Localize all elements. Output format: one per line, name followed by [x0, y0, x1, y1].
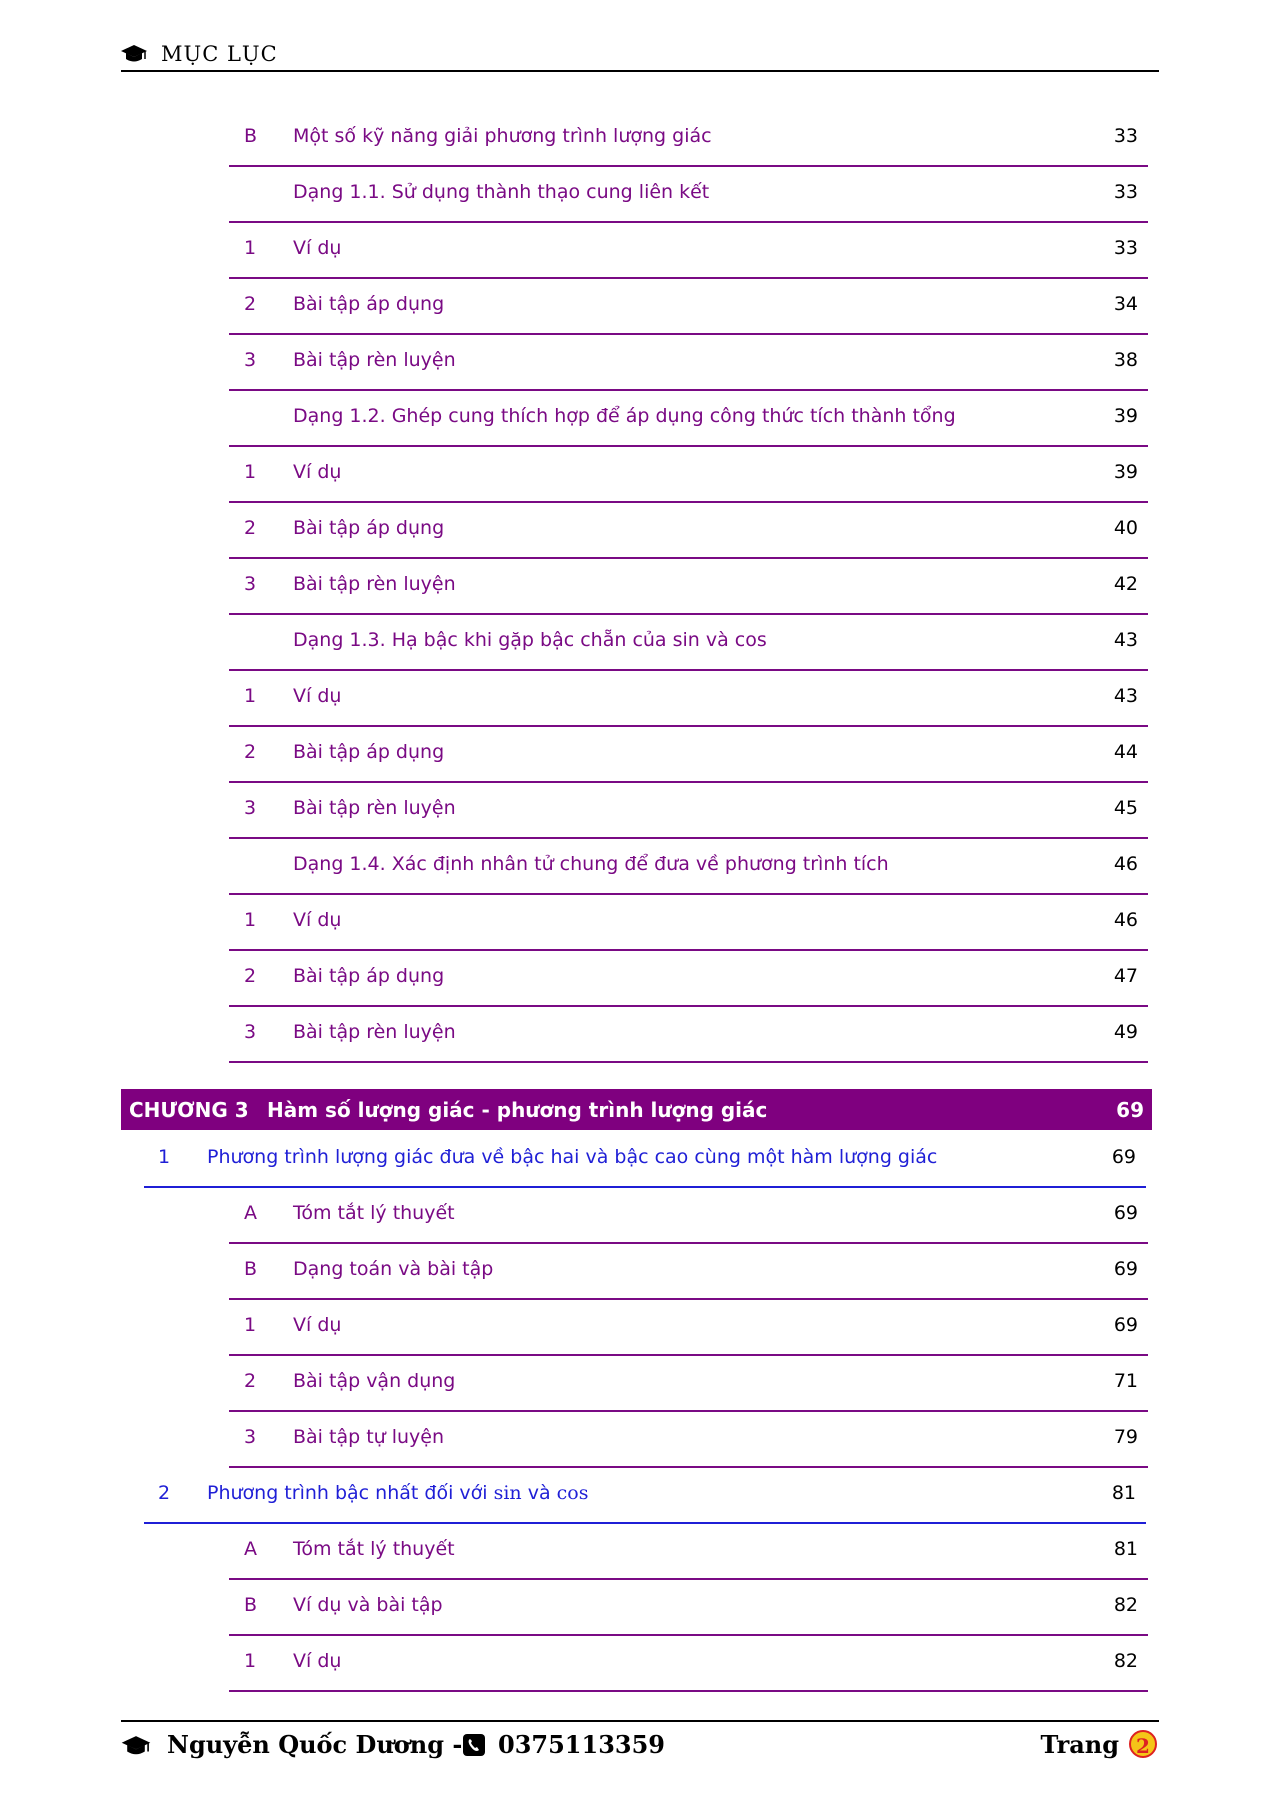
toc-row[interactable]	[229, 279, 1148, 335]
toc-row[interactable]	[229, 167, 1148, 223]
toc-row[interactable]	[229, 839, 1148, 895]
toc-row[interactable]	[229, 1412, 1148, 1468]
toc-label: Bài tập rèn luyện	[293, 349, 456, 371]
page-header	[121, 40, 1159, 72]
toc-label: Ví dụ	[293, 1650, 342, 1672]
toc-row[interactable]	[229, 335, 1148, 391]
toc-row[interactable]	[229, 671, 1148, 727]
toc-num: 2	[244, 1370, 257, 1392]
toc-label: Ví dụ	[293, 909, 342, 931]
toc-page: 33	[1113, 181, 1138, 203]
toc-page: 43	[1113, 685, 1138, 707]
toc-page: 40	[1113, 517, 1138, 539]
toc-label: Dạng toán và bài tập	[293, 1258, 494, 1280]
phone-icon	[463, 1734, 485, 1756]
section-num: 1	[158, 1146, 171, 1168]
toc-page: 43	[1113, 629, 1138, 651]
toc-label: Ví dụ	[293, 237, 342, 259]
toc-page: 82	[1113, 1650, 1138, 1672]
toc-label: Bài tập vận dụng	[293, 1370, 456, 1392]
toc-num: B	[244, 1258, 258, 1280]
phone-number: 0375113359	[498, 1730, 665, 1759]
toc-row[interactable]	[229, 1244, 1148, 1300]
toc-label: Bài tập rèn luyện	[293, 797, 456, 819]
toc-page: 69	[1113, 1258, 1138, 1280]
page-label: Trang	[1040, 1730, 1119, 1759]
toc-row[interactable]	[229, 447, 1148, 503]
toc-label: Dạng 1.3. Hạ bậc khi gặp bậc chẵn của sin và cos	[293, 629, 767, 651]
toc-page: 34	[1113, 293, 1138, 315]
toc-num: 1	[244, 237, 257, 259]
graduation-cap-icon	[121, 1735, 151, 1757]
toc-label: Bài tập áp dụng	[293, 293, 445, 315]
sin-math: sin	[493, 1482, 522, 1504]
toc-page: 69	[1113, 1314, 1138, 1336]
toc-num: 1	[244, 909, 257, 931]
toc-page: 38	[1113, 349, 1138, 371]
toc-num: B	[244, 125, 258, 147]
toc-page: 33	[1113, 237, 1138, 259]
toc-label: Dạng 1.1. Sử dụng thành thạo cung liên kết	[293, 181, 710, 203]
and-word: và	[527, 1482, 551, 1504]
chapter-heading[interactable]	[121, 1089, 1152, 1130]
toc-row[interactable]	[229, 223, 1148, 279]
toc-row[interactable]	[229, 1580, 1148, 1636]
toc-num: 1	[244, 1650, 257, 1672]
toc-num: 1	[244, 461, 257, 483]
toc-label: Dạng 1.2. Ghép cung thích hợp để áp dụng công thức tích thành tổng	[293, 405, 956, 427]
author-name: Nguyễn Quốc Dương -	[167, 1730, 463, 1759]
toc-page: 69	[1113, 1202, 1138, 1224]
cos-math: cos	[556, 1482, 589, 1504]
toc-row[interactable]	[229, 727, 1148, 783]
toc-num: B	[244, 1594, 258, 1616]
toc-row[interactable]	[229, 1356, 1148, 1412]
toc-page: 42	[1113, 573, 1138, 595]
section-label-prefix: Phương trình bậc nhất đối với	[207, 1482, 488, 1504]
section-label	[207, 1482, 588, 1504]
toc-row[interactable]	[229, 1007, 1148, 1063]
chapter-title: Hàm số lượng giác - phương trình lượng giác	[267, 1098, 768, 1122]
toc-page: 49	[1113, 1021, 1138, 1043]
toc-page: 46	[1113, 909, 1138, 931]
toc-num: 3	[244, 797, 257, 819]
toc-num: 3	[244, 573, 257, 595]
section-num: 2	[158, 1482, 171, 1504]
toc-page: 46	[1113, 853, 1138, 875]
toc-row[interactable]	[229, 1300, 1148, 1356]
toc-num: 2	[244, 293, 257, 315]
toc-row[interactable]	[229, 895, 1148, 951]
toc-row[interactable]	[229, 615, 1148, 671]
toc-row[interactable]	[229, 1636, 1148, 1692]
toc-row[interactable]	[229, 1524, 1148, 1580]
toc-label: Ví dụ	[293, 461, 342, 483]
toc-num: 3	[244, 349, 257, 371]
toc-page: 39	[1113, 405, 1138, 427]
toc-label: Một số kỹ năng giải phương trình lượng giác	[293, 125, 712, 147]
toc-label: Bài tập tự luyện	[293, 1426, 445, 1448]
toc-page: 45	[1113, 797, 1138, 819]
toc-label: Bài tập rèn luyện	[293, 573, 456, 595]
toc-page: 81	[1113, 1538, 1138, 1560]
section-page: 81	[1111, 1482, 1136, 1504]
toc-label: Tóm tắt lý thuyết	[293, 1538, 455, 1560]
toc-section[interactable]	[144, 1132, 1146, 1188]
toc-num: 1	[244, 1314, 257, 1336]
toc-num: 3	[244, 1021, 257, 1043]
page-title: MỤC LỤC	[161, 42, 278, 66]
toc-label: Ví dụ và bài tập	[293, 1594, 443, 1616]
toc-label: Bài tập áp dụng	[293, 517, 445, 539]
toc-num: A	[244, 1538, 257, 1560]
page-number-badge: 2	[1129, 1730, 1157, 1758]
section-page: 69	[1111, 1146, 1136, 1168]
toc-row[interactable]	[229, 391, 1148, 447]
toc-label: Dạng 1.4. Xác định nhân tử chung để đưa về phương trình tích	[293, 853, 889, 875]
toc-row[interactable]	[229, 111, 1148, 167]
toc-section[interactable]	[144, 1468, 1146, 1524]
toc-num: 3	[244, 1426, 257, 1448]
page-footer	[121, 1720, 1159, 1782]
toc-label: Bài tập áp dụng	[293, 965, 445, 987]
section-label: Phương trình lượng giác đưa về bậc hai và bậc cao cùng một hàm lượng giác	[207, 1146, 938, 1168]
toc-label: Bài tập áp dụng	[293, 741, 445, 763]
chapter-page: 69	[1116, 1098, 1144, 1122]
toc-label: Ví dụ	[293, 685, 342, 707]
toc-row[interactable]	[229, 783, 1148, 839]
toc-page: 44	[1113, 741, 1138, 763]
toc-num: 2	[244, 965, 257, 987]
toc-page: 79	[1113, 1426, 1138, 1448]
toc-num: 2	[244, 741, 257, 763]
toc-row[interactable]	[229, 503, 1148, 559]
toc-page: 33	[1113, 125, 1138, 147]
toc-num: A	[244, 1202, 257, 1224]
toc-page: 47	[1113, 965, 1138, 987]
toc-page: 82	[1113, 1594, 1138, 1616]
toc-num: 2	[244, 517, 257, 539]
toc-row[interactable]	[229, 951, 1148, 1007]
toc-row[interactable]	[229, 1188, 1148, 1244]
toc-label: Ví dụ	[293, 1314, 342, 1336]
toc-label: Tóm tắt lý thuyết	[293, 1202, 455, 1224]
graduation-cap-icon	[121, 44, 147, 64]
toc-page: 71	[1113, 1370, 1138, 1392]
toc-row[interactable]	[229, 559, 1148, 615]
toc-label: Bài tập rèn luyện	[293, 1021, 456, 1043]
toc-page: 39	[1113, 461, 1138, 483]
chapter-label: CHƯƠNG 3	[129, 1098, 249, 1122]
toc-num: 1	[244, 685, 257, 707]
